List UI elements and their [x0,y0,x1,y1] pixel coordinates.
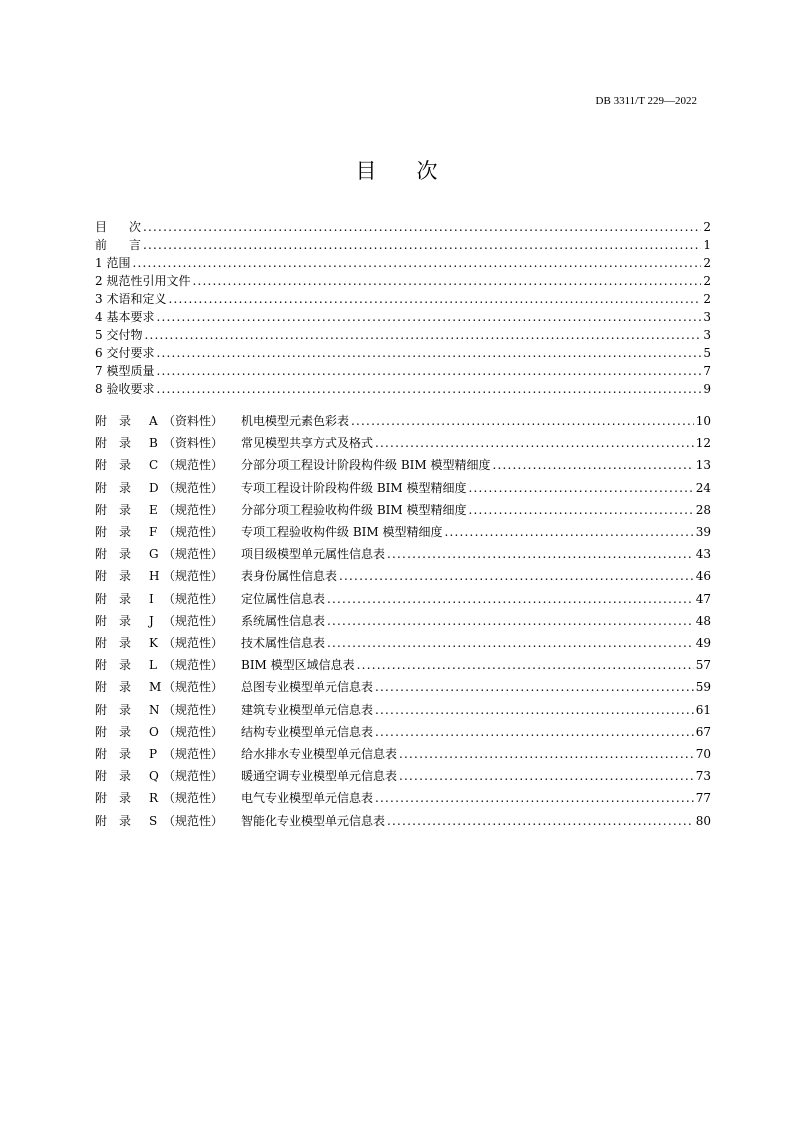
title-char-2: 次 [416,159,438,183]
toc-entry-appendix-i[interactable] [95,588,711,610]
leader-dots [327,610,694,632]
toc-entry-label: 附 录 N （规范性） 建筑专业模型单元信息表 [95,702,374,717]
toc-entry-appendix-q[interactable] [95,765,711,787]
toc-entry-label: 7 模型质量 [95,364,155,378]
toc-entry-label: 附 录 F （规范性） 专项工程验收构件级 BIM 模型精细度 [95,525,443,540]
toc-entry-appendix-b[interactable] [95,432,711,454]
toc-entry-section-5[interactable] [95,326,711,344]
toc-entry-appendix-g[interactable] [95,543,711,565]
toc-entry-appendix-e[interactable] [95,499,711,521]
table-of-contents [95,218,711,398]
toc-entry-label: 附 录 C （规范性） 分部分项工程设计阶段构件级 BIM 模型精细度 [95,458,491,473]
toc-page-number: 7 [703,364,711,378]
toc-page-number: 59 [695,680,711,695]
toc-entry-label: 3 术语和定义 [95,292,167,306]
toc-page-number: 2 [703,220,711,234]
leader-dots [327,632,694,654]
toc-entry-section-7[interactable] [95,362,711,380]
leader-dots [156,362,701,380]
toc-page-number: 77 [695,791,711,806]
toc-entry-appendix-s[interactable] [95,810,711,832]
toc-page-number: 10 [695,414,711,428]
toc-entry-appendix-p[interactable] [95,743,711,765]
appendix-list [95,410,711,832]
toc-page-number: 67 [695,724,711,739]
toc-entry-appendix-o[interactable] [95,721,711,743]
leader-dots [143,236,701,254]
toc-page-number: 2 [703,256,711,270]
toc-page-number: 5 [703,346,711,360]
toc-entry-label: 2 规范性引用文件 [95,274,191,288]
toc-entry-label: 5 交付物 [95,328,143,342]
toc-entry-label: 附 录 H （规范性） 表身份属性信息表 [95,569,338,584]
toc-entry-appendix-a[interactable] [95,410,711,432]
leader-dots [168,290,701,308]
leader-dots [375,721,694,743]
leader-dots [192,272,701,290]
toc-entry-section-2[interactable] [95,272,711,290]
toc-entry-label: 附 录 Q （规范性） 暖通空调专业模型单元信息表 [95,769,398,784]
toc-page-number: 73 [695,769,711,784]
toc-entry-label: 附 录 D （规范性） 专项工程设计阶段构件级 BIM 模型精细度 [95,480,467,495]
leader-dots [144,326,701,344]
toc-entry-label: 附 录 S （规范性） 智能化专业模型单元信息表 [95,813,386,828]
toc-page-number: 1 [703,238,711,252]
toc-entry-label: 6 交付要求 [95,346,155,360]
toc-entry-label: 附 录 I （规范性） 定位属性信息表 [95,591,326,606]
toc-entry-appendix-f[interactable] [95,521,711,543]
toc-entry-label: 附 录 R （规范性） 电气专业模型单元信息表 [95,791,374,806]
leader-dots [375,787,694,809]
toc-page-number: 39 [695,525,711,540]
leader-dots [387,810,694,832]
leader-dots [492,454,693,476]
toc-entry-section-3[interactable] [95,290,711,308]
toc-page-number: 47 [695,591,711,606]
toc-page-number: 61 [695,702,711,717]
leader-dots [327,588,694,610]
toc-entry-label: 附 录 E （规范性） 分部分项工程验收构件级 BIM 模型精细度 [95,502,467,517]
leader-dots [444,521,693,543]
toc-entry-label: 附 录 O （规范性） 结构专业模型单元信息表 [95,724,374,739]
toc-entry-label: 附 录 K （规范性） 技术属性信息表 [95,636,326,651]
toc-page-number: 24 [695,480,711,495]
leader-dots [156,380,701,398]
leader-dots [375,676,694,698]
title-char-1: 目 [355,159,377,183]
document-code: DB 3311/T 229—2022 [595,95,697,107]
toc-entry-label: 附 录 L （规范性） BIM 模型区域信息表 [95,658,355,673]
toc-page-number: 3 [703,328,711,342]
toc-entry-section-8[interactable] [95,380,711,398]
leader-dots [156,344,701,362]
toc-entry-label: 4 基本要求 [95,310,155,324]
toc-entry-label: 附 录 M （规范性） 总图专业模型单元信息表 [95,680,374,695]
leader-dots [143,218,701,236]
toc-entry-appendix-n[interactable] [95,699,711,721]
toc-entry-label: 目 次 [95,220,142,234]
toc-page-number: 48 [695,613,711,628]
toc-entry-appendix-h[interactable] [95,565,711,587]
leader-dots [132,254,701,272]
toc-entry-appendix-k[interactable] [95,632,711,654]
toc-page-number: 9 [703,382,711,396]
leader-dots [399,743,694,765]
leader-dots [156,308,701,326]
toc-entry-section-6[interactable] [95,344,711,362]
toc-entry-label: 附 录 P （规范性） 给水排水专业模型单元信息表 [95,747,398,762]
toc-entry-label: 8 验收要求 [95,382,155,396]
leader-dots [375,432,694,454]
toc-entry-label: 附 录 B （资料性） 常见模型共享方式及格式 [95,436,374,451]
leader-dots [387,543,694,565]
toc-entry-foreword[interactable] [95,236,711,254]
toc-page-number: 13 [695,458,711,473]
toc-entry-appendix-j[interactable] [95,610,711,632]
toc-page-number: 2 [703,292,711,306]
leader-dots [357,654,694,676]
toc-page-number: 43 [695,547,711,562]
toc-entry-appendix-c[interactable] [95,454,711,476]
toc-page-number: 46 [695,569,711,584]
toc-entry-contents[interactable] [95,218,711,236]
toc-entry-label: 附 录 G （规范性） 项目级模型单元属性信息表 [95,547,386,562]
leader-dots [468,499,693,521]
toc-page-number: 12 [695,436,711,451]
toc-page-number: 49 [695,636,711,651]
toc-entry-appendix-l[interactable] [95,654,711,676]
toc-entry-label: 附 录 J （规范性） 系统属性信息表 [95,613,326,628]
toc-entry-appendix-r[interactable] [95,787,711,809]
toc-entry-label: 附 录 A （资料性） 机电模型元素色彩表 [95,414,350,428]
toc-page-number: 57 [695,658,711,673]
toc-entry-appendix-m[interactable] [95,676,711,698]
toc-entry-label: 前 言 [95,238,142,252]
toc-page-number: 70 [695,747,711,762]
toc-page-number: 28 [695,502,711,517]
leader-dots [399,765,694,787]
toc-entry-appendix-d[interactable] [95,477,711,499]
toc-entry-section-4[interactable] [95,308,711,326]
leader-dots [339,565,694,587]
toc-page-number: 80 [695,813,711,828]
leader-dots [375,699,694,721]
leader-dots [351,410,694,432]
toc-entry-section-1[interactable] [95,254,711,272]
toc-page-number: 3 [703,310,711,324]
toc-page-number: 2 [703,274,711,288]
toc-entry-label: 1 范围 [95,256,131,270]
page-title [0,155,793,185]
leader-dots [468,477,693,499]
